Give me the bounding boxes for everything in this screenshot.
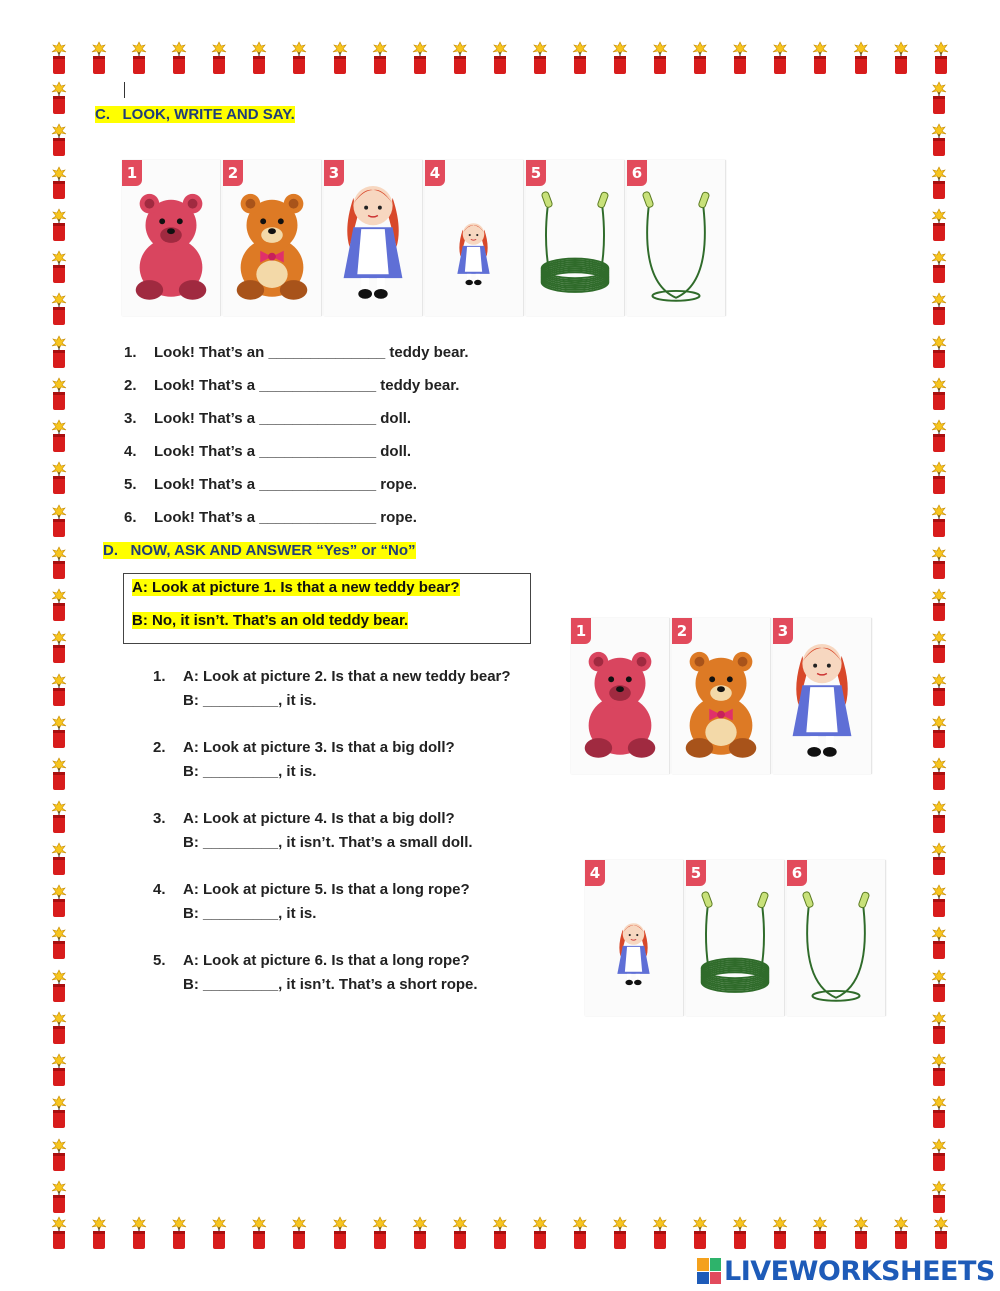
section-d-heading	[103, 542, 416, 559]
question-number: 6.	[124, 509, 137, 526]
dialogue-number: 2.	[153, 739, 166, 756]
firecracker-icon	[928, 629, 950, 665]
firecracker-icon	[928, 714, 950, 750]
firecracker-icon	[529, 40, 551, 76]
picture-number-tag: 4	[585, 860, 605, 886]
question-item[interactable]	[124, 476, 469, 509]
firecracker-icon	[928, 418, 950, 454]
firecracker-icon	[928, 1010, 950, 1046]
picture-strip-main	[122, 160, 726, 316]
border-bottom	[48, 1215, 952, 1251]
firecracker-icon	[48, 841, 70, 877]
firecracker-icon	[729, 40, 751, 76]
firecracker-icon	[609, 40, 631, 76]
firecracker-icon	[88, 40, 110, 76]
picture-number-tag: 6	[787, 860, 807, 886]
firecracker-icon	[928, 460, 950, 496]
dialogue-item	[153, 952, 478, 1000]
border-right	[928, 80, 950, 1215]
firecracker-icon	[928, 291, 950, 327]
firecracker-icon	[48, 376, 70, 412]
firecracker-icon	[569, 1215, 591, 1251]
firecracker-icon	[850, 40, 872, 76]
question-number: 4.	[124, 443, 137, 460]
picture-number-tag: 2	[223, 160, 243, 186]
question-text: Look! That’s a ______________ rope.	[154, 509, 417, 526]
picture-number-tag: 1	[122, 160, 142, 186]
picture-number-tag: 1	[571, 618, 591, 644]
dialogue-answer-blank[interactable]: B: _________, it isn’t. That’s a small doll.	[183, 834, 473, 851]
firecracker-icon	[489, 40, 511, 76]
firecracker-icon	[369, 1215, 391, 1251]
liveworksheets-logo	[697, 1256, 995, 1286]
firecracker-icon	[649, 40, 671, 76]
firecracker-icon	[288, 1215, 310, 1251]
firecracker-icon	[928, 587, 950, 623]
firecracker-icon	[48, 756, 70, 792]
logo-mark-icon	[697, 1258, 721, 1284]
picture-number-tag: 5	[686, 860, 706, 886]
firecracker-icon	[449, 1215, 471, 1251]
firecracker-icon	[769, 1215, 791, 1251]
firecracker-icon	[248, 40, 270, 76]
firecracker-icon	[928, 207, 950, 243]
picture-card-small-doll	[585, 860, 684, 1016]
firecracker-icon	[928, 1179, 950, 1215]
picture-card-new-teddy-bear	[672, 618, 771, 774]
firecracker-icon	[48, 334, 70, 370]
firecracker-icon	[48, 545, 70, 581]
picture-strip-1-3	[571, 618, 872, 774]
dialogue-question: A: Look at picture 6. Is that a long rope?	[183, 952, 470, 969]
dialogue-item	[153, 810, 473, 858]
firecracker-icon	[48, 207, 70, 243]
firecracker-icon	[48, 883, 70, 919]
firecracker-icon	[689, 40, 711, 76]
picture-card-old-teddy-bear	[122, 160, 221, 316]
firecracker-icon	[928, 545, 950, 581]
picture-number-tag: 6	[627, 160, 647, 186]
firecracker-icon	[928, 1052, 950, 1088]
question-number: 1.	[124, 344, 137, 361]
firecracker-icon	[329, 40, 351, 76]
firecracker-icon	[48, 1010, 70, 1046]
dialogue-answer-blank[interactable]: B: _________, it isn’t. That’s a short rope.	[183, 976, 478, 993]
firecracker-icon	[928, 841, 950, 877]
firecracker-icon	[48, 1094, 70, 1130]
firecracker-icon	[928, 883, 950, 919]
picture-strip-4-6	[585, 860, 886, 1016]
dialogue-question: A: Look at picture 4. Is that a big doll?	[183, 810, 455, 827]
firecracker-icon	[48, 418, 70, 454]
dialogue-answer-blank[interactable]: B: _________, it is.	[183, 692, 317, 709]
firecracker-icon	[809, 1215, 831, 1251]
firecracker-icon	[48, 40, 70, 76]
dialogue-number: 3.	[153, 810, 166, 827]
firecracker-icon	[48, 1137, 70, 1173]
firecracker-icon	[928, 799, 950, 835]
firecracker-icon	[729, 1215, 751, 1251]
firecracker-icon	[928, 503, 950, 539]
question-number: 5.	[124, 476, 137, 493]
picture-number-tag: 4	[425, 160, 445, 186]
firecracker-icon	[48, 714, 70, 750]
firecracker-icon	[48, 80, 70, 116]
picture-card-old-teddy-bear	[571, 618, 670, 774]
firecracker-icon	[928, 756, 950, 792]
firecracker-icon	[88, 1215, 110, 1251]
picture-card-big-doll	[324, 160, 423, 316]
firecracker-icon	[928, 968, 950, 1004]
picture-card-big-doll	[773, 618, 872, 774]
question-item[interactable]	[124, 377, 469, 410]
picture-card-short-rope	[787, 860, 886, 1016]
firecracker-icon	[529, 1215, 551, 1251]
section-d-heading-text: D. NOW, ASK AND ANSWER “Yes” or “No”	[103, 542, 416, 559]
picture-card-long-rope	[526, 160, 625, 316]
dialogue-answer-blank[interactable]: B: _________, it is.	[183, 905, 317, 922]
write-question-list	[124, 344, 469, 542]
dialogue-number: 4.	[153, 881, 166, 898]
firecracker-icon	[48, 1215, 70, 1251]
firecracker-icon	[609, 1215, 631, 1251]
firecracker-icon	[48, 249, 70, 285]
question-item[interactable]	[124, 443, 469, 476]
firecracker-icon	[928, 334, 950, 370]
firecracker-icon	[928, 80, 950, 116]
picture-number-tag: 3	[773, 618, 793, 644]
picture-card-short-rope	[627, 160, 726, 316]
firecracker-icon	[48, 587, 70, 623]
dialogue-question: A: Look at picture 5. Is that a long rope?	[183, 881, 470, 898]
section-c-heading	[95, 106, 295, 123]
firecracker-icon	[850, 1215, 872, 1251]
firecracker-icon	[890, 40, 912, 76]
dialogue-question: A: Look at picture 3. Is that a big doll?	[183, 739, 455, 756]
firecracker-icon	[48, 1179, 70, 1215]
example-answer: B: No, it isn’t. That’s an old teddy bear.	[132, 612, 409, 629]
firecracker-icon	[928, 1137, 950, 1173]
question-item[interactable]	[124, 509, 469, 542]
dialogue-number: 5.	[153, 952, 166, 969]
firecracker-icon	[48, 799, 70, 835]
dialogue-question: A: Look at picture 2. Is that a new teddy bear?	[183, 668, 511, 685]
firecracker-icon	[928, 376, 950, 412]
firecracker-icon	[928, 925, 950, 961]
firecracker-icon	[449, 40, 471, 76]
firecracker-icon	[928, 122, 950, 158]
dialogue-number: 1.	[153, 668, 166, 685]
border-top	[48, 40, 952, 76]
dialogue-answer-blank[interactable]: B: _________, it is.	[183, 763, 317, 780]
question-text: Look! That’s a ______________ doll.	[154, 410, 412, 427]
firecracker-icon	[48, 460, 70, 496]
firecracker-icon	[689, 1215, 711, 1251]
firecracker-icon	[48, 1052, 70, 1088]
firecracker-icon	[489, 1215, 511, 1251]
question-number: 3.	[124, 410, 137, 427]
dialogue-item	[153, 881, 470, 929]
example-box	[123, 573, 531, 644]
firecracker-icon	[48, 165, 70, 201]
firecracker-icon	[288, 40, 310, 76]
firecracker-icon	[208, 40, 230, 76]
question-text: Look! That’s an ______________ teddy bear.	[154, 344, 469, 361]
firecracker-icon	[48, 629, 70, 665]
question-number: 2.	[124, 377, 137, 394]
border-left	[48, 80, 70, 1215]
question-text: Look! That’s a ______________ rope.	[154, 476, 417, 493]
firecracker-icon	[649, 1215, 671, 1251]
firecracker-icon	[928, 249, 950, 285]
firecracker-icon	[48, 503, 70, 539]
firecracker-icon	[128, 1215, 150, 1251]
picture-card-small-doll	[425, 160, 524, 316]
firecracker-icon	[48, 291, 70, 327]
question-text: Look! That’s a ______________ doll.	[154, 443, 412, 460]
firecracker-icon	[128, 40, 150, 76]
picture-number-tag: 2	[672, 618, 692, 644]
firecracker-icon	[569, 40, 591, 76]
firecracker-icon	[930, 40, 952, 76]
dialogue-item	[153, 668, 511, 716]
firecracker-icon	[48, 968, 70, 1004]
firecracker-icon	[168, 40, 190, 76]
firecracker-icon	[928, 165, 950, 201]
firecracker-icon	[890, 1215, 912, 1251]
firecracker-icon	[409, 1215, 431, 1251]
firecracker-icon	[930, 1215, 952, 1251]
question-item[interactable]	[124, 410, 469, 443]
logo-text: LIVEWORKSHEETS	[724, 1255, 995, 1287]
dialogue-item	[153, 739, 455, 787]
section-c-heading-text: C. LOOK, WRITE AND SAY.	[95, 106, 295, 123]
firecracker-icon	[208, 1215, 230, 1251]
picture-number-tag: 3	[324, 160, 344, 186]
question-item[interactable]	[124, 344, 469, 377]
picture-card-new-teddy-bear	[223, 160, 322, 316]
firecracker-icon	[809, 40, 831, 76]
firecracker-icon	[48, 925, 70, 961]
firecracker-icon	[769, 40, 791, 76]
firecracker-icon	[928, 1094, 950, 1130]
text-cursor	[124, 82, 125, 98]
firecracker-icon	[48, 672, 70, 708]
firecracker-icon	[409, 40, 431, 76]
firecracker-icon	[168, 1215, 190, 1251]
firecracker-icon	[928, 672, 950, 708]
firecracker-icon	[48, 122, 70, 158]
question-text: Look! That’s a ______________ teddy bear.	[154, 377, 460, 394]
firecracker-icon	[248, 1215, 270, 1251]
firecracker-icon	[329, 1215, 351, 1251]
picture-number-tag: 5	[526, 160, 546, 186]
example-question: A: Look at picture 1. Is that a new teddy bear?	[132, 579, 460, 596]
picture-card-long-rope	[686, 860, 785, 1016]
firecracker-icon	[369, 40, 391, 76]
